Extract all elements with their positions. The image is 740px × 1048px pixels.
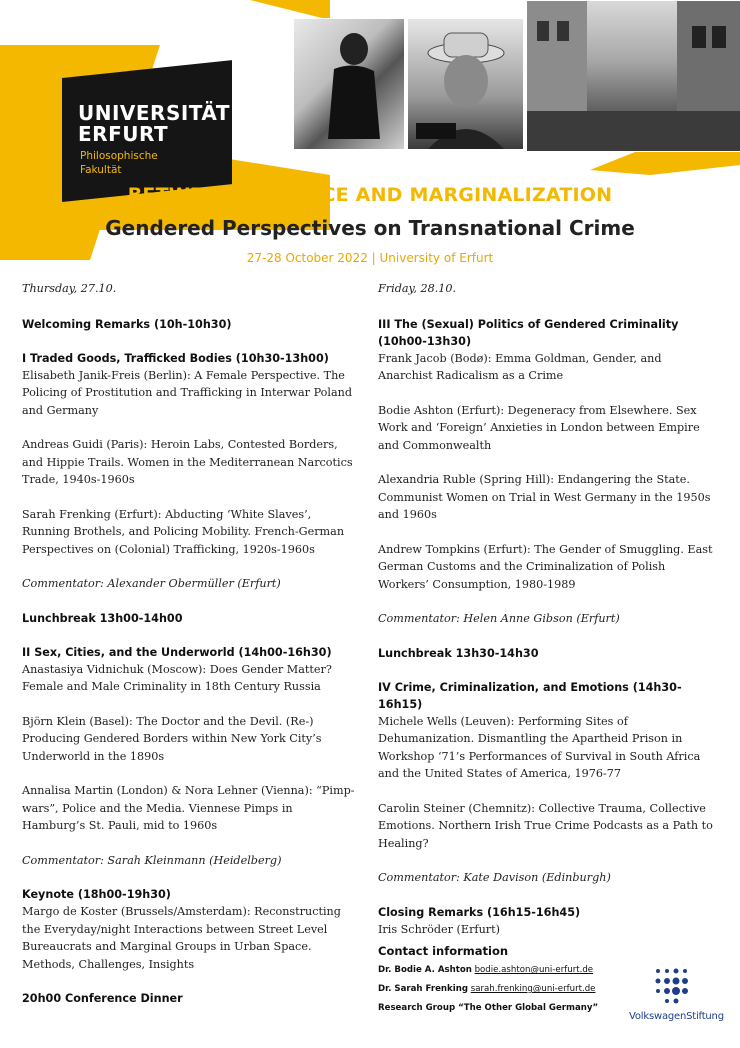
thursday-column [22,280,358,1007]
closing-speaker: Iris Schröder (Erfurt) [378,922,500,936]
talk: Andrew Tompkins (Erfurt): The Gender of Smuggling. East German Customs and the Criminalization of Polish Workers’ Consumption, 1980-1989 [378,542,713,591]
lunch-heading: Lunchbreak 13h30-14h30 [378,646,539,660]
commentator: Commentator: Sarah Kleinmann (Heidelberg) [22,853,282,867]
main-title: BETWEEN DEVIANCE AND MARGINALIZATION [127,184,613,206]
sponsor-name: VolkswagenStiftung [629,1011,724,1022]
contact-heading: Contact information [378,944,509,958]
yellow-shape-top [250,0,330,20]
logo-line2: ERFURT [78,122,169,146]
session-2-heading: II Sex, Cities, and the Underworld (14h00-16h30) [22,645,332,659]
session-1-heading: I Traded Goods, Trafficked Bodies (10h30-13h00) [22,351,329,365]
friday-column [378,280,718,1018]
talk: Carolin Steiner (Chemnitz): Collective Trauma, Collective Emotions. Northern Irish True Crime Podcasts as a Path to Healing? [378,801,713,850]
commentator: Commentator: Alexander Obermüller (Erfurt) [22,577,281,590]
logo-line1: UNIVERSITÄT [78,101,230,125]
mugshot-silhouette-icon [408,19,523,149]
day-label: Thursday, 27.10. [22,282,117,295]
welcome-heading: Welcoming Remarks (10h-10h30) [22,317,232,331]
talk: Alexandria Ruble (Spring Hill): Endangering the State. Communist Women on Trial in West Germany in the 1950s and 1960s [378,473,711,521]
research-group: Research Group “The Other Global Germany” [378,1003,599,1013]
woman-silhouette-icon [294,19,404,149]
photo-street [526,0,740,152]
talk: Bodie Ashton (Erfurt): Degeneracy from Elsewhere. Sex Work and ‘Foreign’ Anxieties in London between Empire and Commonwealth [378,403,700,452]
talk: Michele Wells (Leuven): Performing Sites of Dehumanization. Dismantling the Apartheid Prison in Workshop ‘71’s Performances of Survival in South Africa and the United States of America, 1976-77 [378,714,701,780]
logo-faculty-line1: Philosophische [80,150,158,162]
contact-name: Dr. Sarah Frenking [378,984,468,994]
talk: Andreas Guidi (Paris): Heroin Labs, Contested Borders, and Hippie Trails. Women in the Mediterranean Narcotics Trade, 1940s-1960s [22,438,353,486]
volkswagen-foundation-logo-icon [650,965,700,1009]
dinner-heading: 20h00 Conference Dinner [22,992,183,1005]
talk: Björn Klein (Basel): The Doctor and the Devil. (Re-) Producing Gendered Borders within New York City’s Underworld in the 1890s [22,714,322,763]
keynote-talk: Margo de Koster (Brussels/Amsterdam): Reconstructing the Everyday/night Interactions between Street Level Bureaucrats and Marginal Groups in Urban Space. Methods, Challenges, Insights [22,905,341,971]
commentator: Commentator: Helen Anne Gibson (Erfurt) [378,612,620,625]
session-4-heading: IV Crime, Criminalization, and Emotions (14h30-16h15) [378,680,682,711]
logo-faculty [80,149,158,177]
logo-faculty-line2: Fakultät [80,164,122,176]
sub-title: Gendered Perspectives on Transnational Crime [105,216,635,240]
day-label: Friday, 28.10. [378,282,457,295]
contact-email-link[interactable]: sarah.frenking@uni-erfurt.de [470,984,596,994]
street-scene-icon [527,1,740,151]
closing-heading: Closing Remarks (16h15-16h45) [378,905,581,919]
talk: Anastasiya Vidnichuk (Moscow): Does Gender Matter? Female and Male Criminality in 18th Century Russia [22,662,332,693]
talk: Elisabeth Janik-Freis (Berlin): A Female Perspective. The Policing of Prostitution and Trafficking in Interwar Poland and Germany [22,368,353,417]
keynote-heading: Keynote (18h00-19h30) [22,888,171,901]
talk: Frank Jacob (Bodø): Emma Goldman, Gender, and Anarchist Radicalism as a Crime [378,351,662,382]
contact-name: Dr. Bodie A. Ashton [378,965,472,975]
talk: Annalisa Martin (London) & Nora Lehner (Vienna): “Pimp-wars”, Police and the Media. Viennese Pimps in Hamburg’s St. Pauli, mid to 1960s [22,784,355,832]
photo-mugshot [407,18,524,150]
talk: Sarah Frenking (Erfurt): Abducting ‘White Slaves’, Running Brothels, and Policing Mobility. French-German Perspectives on (Colonial) Trafficking, 1920s-1960s [22,507,345,556]
session-3-heading: III The (Sexual) Politics of Gendered Criminality (10h00-13h30) [378,317,679,348]
date-place: 27-28 October 2022 | University of Erfurt [246,251,494,265]
commentator: Commentator: Kate Davison (Edinburgh) [378,871,611,884]
contact-email-link[interactable]: bodie.ashton@uni-erfurt.de [474,965,594,975]
lunch-heading: Lunchbreak 13h00-14h00 [22,611,183,625]
photo-woman [293,18,405,150]
